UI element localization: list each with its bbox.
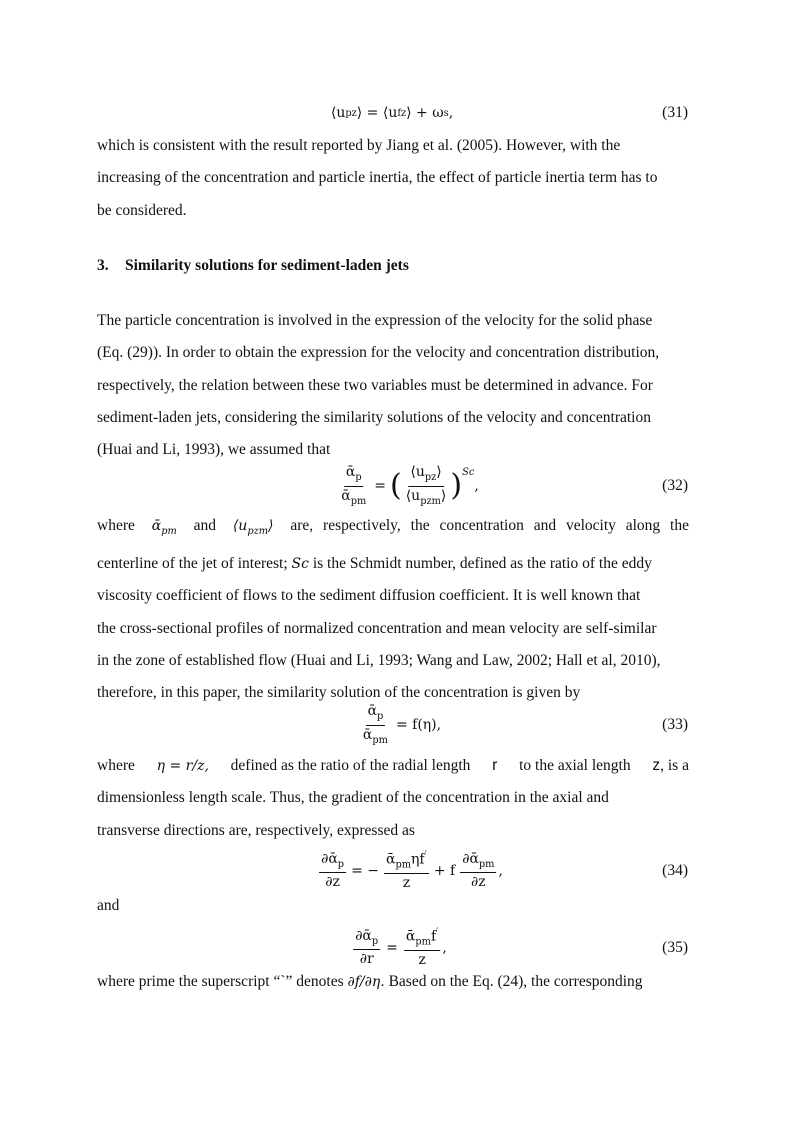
eq31-lhs: ⟨u [330,105,346,121]
equation-number: (33) [662,716,688,733]
paragraph: and [97,897,120,914]
paragraph: where prime the superscript “`” denotes ∂f/∂η. Based on the Eq. (24), the corresponding [97,973,643,990]
equation-31: ⟨u pz ⟩ = ⟨u fz ⟩ + ω s , (31) [330,104,688,121]
equation-number: (35) [662,939,688,956]
equation-34: $\frac{\partial ᾱ_p}{\partial z}$ = − $\frac{ᾱ_{pm}\eta f'}{z}$ + f $\frac{\partial ᾱ_{pm}}{\partial z}$ , (34) [321,849,688,891]
equation-number: (31) [662,104,688,121]
equation-number: (34) [662,862,688,879]
equation-32: $\frac{ᾱ_p}{ᾱ_{pm}}$ = ( $\frac{⟨u_{pz}⟩}{⟨u_{pzm}⟩}$ ) $^{Sc}$ , (32) [341,464,688,507]
section-heading: 3. Similarity solutions for sediment-laden jets [97,257,409,274]
paragraph: which is consistent with the result reported by Jiang et al. (2005). However, with the increasing of the concentration and particle inertia, the effect of particle inertia term has to be considered. [97,137,658,219]
paragraph: The particle concentration is involved in the expression of the velocity for the solid phase (Eq. (29)). In order to obtain the expression for the velocity and concentration distribution, respectively, the relation between these two variables must be determined in advance. For sediment-laden jets, considering the similarity solutions of the velocity and concentration (Huai and Li, 1993), we assumed that [97,312,660,459]
equation-number: (32) [662,477,688,494]
paragraph: where η = r/z, defined as the ratio of the radial length r to the axial length z, is a dimensionless length scale. Thus, the gradient of the concentration in the axial and transverse directions are, respectively, expressed as [97,757,689,839]
paragraph: where ᾱ$_{pm}$ and $⟨u_{pzm}⟩$ are, respectively, the concentration and velocity along the centerline of the jet of interest; Sc is the Schmidt number, defined as the ratio of the eddy viscosity coefficient of flows to the sediment diffusion coefficient. It is well known that the cross-sectional profiles of normalized concentration and mean velocity are self-similar in the zone of established flow (Huai and Li, 1993; Wang and Law, 2002; Hall et al, 2010), therefore, in this paper, the similarity solution of the concentration is given by [97,517,689,702]
equation-35: $\frac{\partial ᾱ_p}{\partial r}$ = $\frac{ᾱ_{pm}f'}{z}$ , (35) [355,926,688,968]
equation-33: $\frac{ᾱ_p}{ᾱ_{pm}}$ = f(η), (33) [362,703,688,746]
